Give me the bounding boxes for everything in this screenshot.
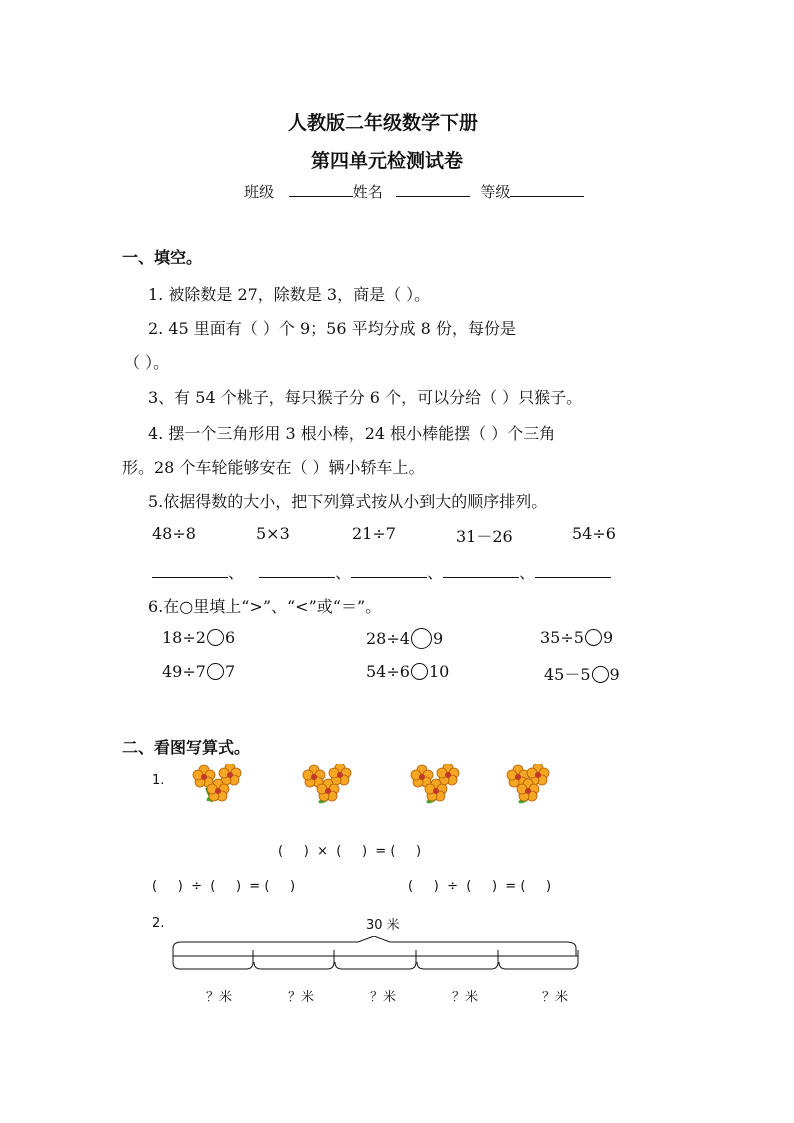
segment-brace [335,962,416,969]
class-label: 班级 [244,183,275,201]
separator: 、 [519,563,536,582]
segment-diagram [168,936,588,976]
comparison-item [366,628,443,649]
total-length-label: 30 米 [366,918,400,933]
question-6: 6.在○里填上“>”、“<”或“＝”。 [148,597,382,616]
order-blank[interactable] [259,563,335,578]
comparison-item [366,662,449,681]
student-info-line [244,181,584,202]
order-blank[interactable] [351,563,427,578]
comparison-right: 10 [428,662,450,681]
comparison-right: 9 [609,665,620,684]
flower-group-icon [410,764,470,806]
comparison-left: 45－5 [544,665,591,684]
flower-group-icon [506,764,554,806]
comparison-item [162,662,235,681]
comparison-right: 9 [602,628,614,647]
compare-circle[interactable] [207,629,224,646]
expression: 54÷6 [572,524,616,543]
compare-circle[interactable] [411,663,428,680]
section-heading-fill-in: 一、填空。 [122,248,203,267]
ordering-answer-line [152,560,611,583]
separator: 、 [228,563,245,582]
comparison-item [162,628,235,647]
comparison-right: 6 [224,628,236,647]
name-field[interactable] [396,182,470,197]
question-4-line2: 形。28 个车轮能够安在（ ）辆小轿车上。 [122,458,425,477]
question-3: 3、有 54 个桃子，每只猴子分 6 个，可以分给（ ）只猴子。 [148,388,583,407]
segment-brace [173,962,253,969]
segment-brace [254,962,334,969]
comparison-right: 9 [432,629,444,648]
multiplication-equation: ( ) × ( ) = ( ) [278,844,422,859]
comparison-right: 7 [224,662,236,681]
section-heading-picture-equations: 二、看图写算式。 [122,738,251,757]
order-blank[interactable] [535,563,611,578]
question-2-line1: 2. 45 里面有（ ）个 9；56 平均分成 8 份，每份是 [148,319,516,338]
segment-label: ？米 [370,990,397,1005]
comparison-item [540,628,613,647]
separator: 、 [427,563,444,582]
comparison-left: 35÷5 [540,628,584,647]
flower-group-icon [192,764,252,806]
segment-label: ？米 [542,990,569,1005]
class-field[interactable] [289,182,353,197]
comparison-left: 18÷2 [162,628,206,647]
segment-brace [499,962,578,969]
segment-brace [417,962,498,969]
order-blank[interactable] [443,563,519,578]
page-subtitle: 第四单元检测试卷 [311,150,464,172]
flower-group-icon [302,764,362,806]
expression: 31－26 [456,527,513,546]
name-label: 姓名 [352,183,383,201]
expression: 21÷7 [352,524,396,543]
problem-1-label: 1. [152,773,165,788]
total-brace [173,936,576,956]
comparison-item [544,662,620,685]
compare-circle[interactable] [207,663,224,680]
question-1: 1. 被除数是 27，除数是 3，商是（ ）。 [148,285,431,304]
comparison-left: 28÷4 [366,629,410,648]
expression: 48÷8 [152,524,196,543]
separator: 、 [335,563,352,582]
order-blank[interactable] [152,563,228,578]
division-equation-left: ( ) ÷ ( ) = ( ) [152,879,296,894]
compare-circle[interactable] [585,629,602,646]
grade-label: 等级 [480,183,511,201]
problem-2-label: 2. [152,916,165,931]
page-title: 人教版二年级数学下册 [288,112,479,134]
question-4-line1: 4. 摆一个三角形用 3 根小棒，24 根小棒能摆（ ）个三角 [148,424,556,443]
comparison-left: 49÷7 [162,662,206,681]
expression: 5×3 [256,524,290,543]
segment-label: ？米 [206,990,233,1005]
comparison-left: 54÷6 [366,662,410,681]
question-5: 5.依据得数的大小，把下列算式按从小到大的顺序排列。 [148,492,548,511]
division-equation-right: ( ) ÷ ( ) = ( ) [408,879,552,894]
grade-field[interactable] [510,182,584,197]
segment-label: ？米 [288,990,315,1005]
segment-label: ？米 [452,990,479,1005]
compare-circle[interactable] [411,628,432,649]
compare-circle[interactable] [592,666,609,683]
question-2-line2: （ ）。 [124,353,170,372]
